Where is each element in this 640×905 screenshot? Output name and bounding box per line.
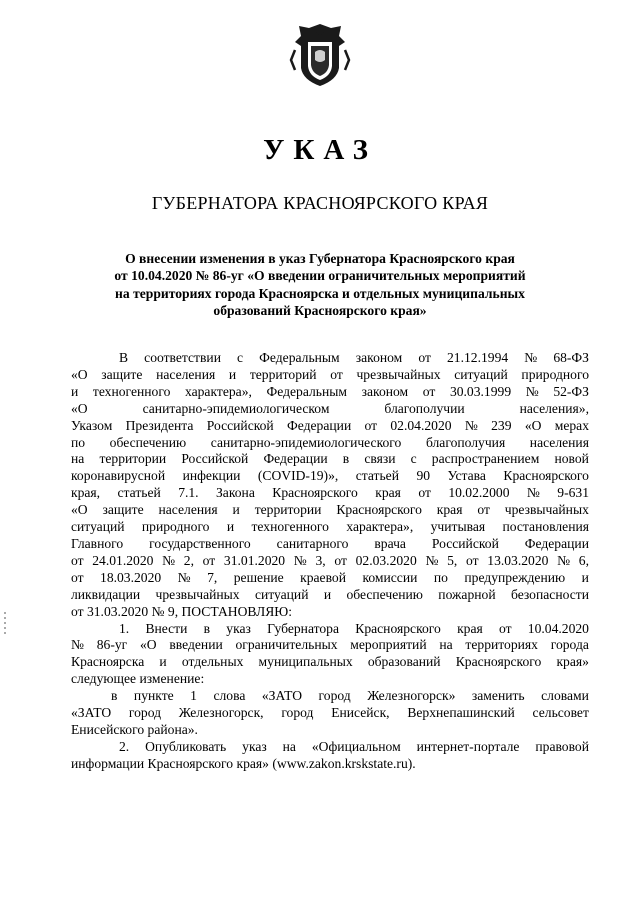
- body-word: характера»,: [184, 383, 252, 399]
- body-word: санитарно-эпидемиологического: [210, 434, 402, 450]
- body-line: [71, 451, 589, 468]
- body-word: Федерации: [263, 451, 328, 467]
- body-line: [71, 435, 589, 452]
- heading-line: от 10.04.2020 № 86-уг «О введении ограничительных мероприятий: [114, 268, 526, 284]
- body-word: защите: [102, 502, 144, 518]
- heading-line: О внесении изменения в указ Губернатора Красноярского края: [125, 251, 515, 266]
- body-line: [71, 587, 589, 604]
- body-word: отдельных: [181, 654, 244, 670]
- body-word: от: [364, 417, 378, 433]
- body-word: 52-ФЗ: [553, 383, 589, 399]
- document-title: УКАЗ: [263, 134, 377, 166]
- body-word: 2,: [183, 552, 194, 568]
- body-word: Федерации: [524, 535, 589, 551]
- body-word: №: [293, 552, 307, 568]
- body-word: Российской: [206, 417, 274, 433]
- body-word: ситуаций: [254, 586, 309, 602]
- body-word: от: [330, 366, 343, 382]
- body-line: [71, 688, 589, 705]
- body-word: и: [323, 586, 332, 602]
- body-word: природного: [521, 366, 589, 382]
- body-word: от: [466, 552, 479, 568]
- body-word: Федерации: [287, 417, 352, 433]
- body-line: [71, 671, 589, 688]
- body-word: Российской: [181, 451, 249, 467]
- body-word: и: [581, 569, 589, 585]
- body-word: Верхнепашинский: [407, 705, 515, 721]
- body-word: 13.03.2020: [487, 552, 549, 568]
- body-word: «Официальном: [311, 738, 401, 754]
- body-word: санитарно-эпидемиологическом: [142, 400, 330, 416]
- body-word: город: [128, 705, 162, 721]
- body-word: №: [425, 552, 439, 568]
- body-word: связи: [364, 451, 396, 467]
- body-word: безопасности: [510, 586, 589, 602]
- body-word: от: [418, 485, 431, 501]
- body-word: краевой: [300, 569, 346, 585]
- body-word: слова: [213, 688, 246, 704]
- body-word: «О: [71, 400, 88, 416]
- coat-of-arms-emblem: [289, 20, 351, 90]
- body-word: чрезвычайных: [155, 586, 240, 602]
- body-word: информации Красноярского края» (www.zakon.krskstate.ru).: [71, 755, 416, 771]
- body-word: 10.04.2020: [527, 620, 589, 636]
- body-word: Устава: [447, 468, 486, 484]
- body-word: Енисейского района».: [71, 721, 198, 737]
- body-word: ситуаций: [71, 519, 125, 535]
- body-word: и: [226, 519, 235, 535]
- body-line: [71, 705, 589, 722]
- body-word: Главного: [71, 535, 124, 551]
- body-line: [71, 654, 589, 671]
- body-word: врача: [374, 535, 406, 551]
- body-word: Красноярского: [336, 502, 422, 518]
- body-line: [71, 739, 589, 756]
- body-word: «О: [139, 637, 157, 653]
- body-word: «ЗАТО: [71, 705, 112, 721]
- body-word: законом: [355, 350, 403, 365]
- body-word: комиссии: [362, 569, 418, 585]
- body-word: 31.01.2020: [223, 552, 286, 568]
- body-word: края,: [71, 485, 101, 501]
- body-word: на: [71, 451, 85, 467]
- body-word: населения: [158, 502, 218, 518]
- body-word: чрезвычайных: [356, 366, 441, 382]
- body-word: и: [228, 366, 237, 382]
- body-word: «ЗАТО: [261, 688, 303, 704]
- heading-line: образований Красноярского края»: [213, 302, 427, 318]
- body-line: [71, 401, 589, 418]
- body-word: природного: [141, 519, 210, 535]
- body-word: статьей: [117, 485, 161, 501]
- body-word: №: [525, 383, 539, 399]
- body-word: от: [334, 552, 347, 568]
- body-word: территории: [99, 451, 167, 467]
- body-line: [71, 570, 589, 587]
- body-word: обеспечению: [109, 434, 187, 450]
- body-word: Енисейск,: [331, 705, 390, 721]
- body-word: «О: [71, 502, 88, 518]
- document-body: [71, 350, 589, 773]
- body-word: 9-631: [557, 485, 589, 501]
- body-word: №: [526, 485, 540, 501]
- body-word: защите: [101, 366, 143, 382]
- body-word: сельсовет: [532, 705, 589, 721]
- body-word: распространением: [431, 451, 540, 467]
- body-word: по: [71, 434, 86, 450]
- body-word: В: [119, 350, 129, 365]
- body-word: территорий: [249, 366, 317, 382]
- body-word: учитывая: [430, 519, 486, 535]
- body-line: [71, 502, 589, 519]
- body-word: (COVID-19)»,: [257, 468, 339, 484]
- body-word: №: [162, 552, 176, 568]
- body-word: 7,: [207, 569, 218, 585]
- body-word: Красноярского: [355, 620, 441, 636]
- body-word: решение: [233, 569, 284, 585]
- body-word: указ: [242, 738, 267, 754]
- body-word: 5,: [447, 552, 458, 568]
- body-word: 18.03.2020: [100, 569, 162, 585]
- body-word: по: [433, 569, 448, 585]
- body-word: 24.01.2020: [92, 552, 154, 568]
- body-word: территориях: [465, 637, 538, 653]
- body-word: «О: [71, 366, 88, 382]
- body-word: Федеральным: [259, 350, 340, 365]
- body-word: №: [557, 552, 571, 568]
- body-word: от: [498, 620, 512, 636]
- body-word: соответствии: [144, 350, 221, 365]
- body-word: благополучия: [425, 434, 506, 450]
- document-subtitle: ГУБЕРНАТОРА КРАСНОЯРСКОГО КРАЯ: [151, 193, 489, 213]
- body-word: от: [202, 552, 216, 568]
- body-line: [71, 756, 589, 773]
- body-word: и: [232, 502, 240, 518]
- body-word: от 31.03.2020 № 9, ПОСТАНОВЛЯЮ:: [71, 603, 293, 619]
- body-line: [71, 468, 589, 485]
- body-line: [71, 367, 589, 384]
- body-line: [71, 350, 589, 367]
- body-word: ограничительных: [235, 637, 338, 653]
- body-word: инфекции: [182, 468, 241, 484]
- body-word: 6,: [578, 552, 589, 568]
- body-word: Красноярского: [272, 485, 358, 501]
- body-word: 1: [190, 688, 197, 704]
- body-word: следующее изменение:: [71, 671, 205, 687]
- body-word: 30.03.1999: [449, 383, 512, 399]
- heading-line: на территориях города Красноярска и отдельных муниципальных: [115, 285, 525, 301]
- body-word: 2.: [119, 738, 130, 754]
- body-word: №: [71, 637, 84, 653]
- body-word: края: [436, 502, 463, 518]
- body-word: чрезвычайных: [504, 502, 589, 518]
- body-line: [71, 485, 589, 502]
- body-word: ликвидации: [71, 586, 141, 602]
- body-word: 239: [491, 417, 512, 433]
- body-word: в: [203, 620, 211, 636]
- body-word: мероприятий: [350, 637, 427, 653]
- body-word: края: [375, 485, 401, 501]
- body-line: [71, 418, 589, 435]
- margin-mark: [2, 610, 8, 638]
- body-word: 86-уг: [96, 637, 128, 653]
- body-word: населения: [529, 434, 589, 450]
- body-word: город: [281, 705, 314, 721]
- body-word: статьей: [355, 468, 399, 484]
- body-word: от: [422, 383, 436, 399]
- body-word: образований: [367, 654, 441, 670]
- body-word: правовой: [535, 738, 589, 754]
- body-word: населения»,: [519, 400, 589, 416]
- body-word: с: [237, 350, 244, 365]
- body-word: пункте: [133, 688, 174, 704]
- body-word: №: [524, 350, 538, 365]
- body-word: введении: [169, 637, 223, 653]
- body-word: Железногорск»: [367, 688, 456, 704]
- body-word: предупреждению: [464, 569, 566, 585]
- body-word: словами: [541, 688, 589, 704]
- body-word: Губернатора: [267, 620, 340, 636]
- body-word: Внести: [145, 620, 188, 636]
- body-word: края»: [556, 654, 589, 670]
- body-word: 1.: [119, 620, 130, 636]
- body-word: от: [71, 552, 84, 568]
- body-word: и: [159, 654, 167, 670]
- body-word: №: [464, 417, 478, 433]
- body-word: и: [71, 383, 79, 399]
- body-line: [71, 384, 589, 401]
- body-word: характера»,: [346, 519, 414, 535]
- body-word: заменить: [471, 688, 525, 704]
- body-word: Железногорск,: [178, 705, 264, 721]
- body-word: муниципальных: [258, 654, 353, 670]
- body-line: [71, 722, 589, 739]
- body-word: города: [550, 637, 589, 653]
- document-heading: [72, 250, 568, 319]
- body-line: [71, 637, 589, 654]
- body-word: на: [282, 738, 296, 754]
- body-word: законом: [361, 383, 409, 399]
- body-word: от: [418, 350, 431, 365]
- body-word: края: [457, 620, 483, 636]
- body-word: на: [439, 637, 453, 653]
- body-word: город: [318, 688, 351, 704]
- body-line: [71, 536, 589, 553]
- body-word: 21.12.1994: [447, 350, 509, 365]
- body-word: мерах: [554, 417, 589, 433]
- body-word: государственного: [149, 535, 251, 551]
- body-word: от: [71, 569, 84, 585]
- body-line: [71, 553, 589, 570]
- body-line: [71, 621, 589, 638]
- body-word: Президента: [125, 417, 194, 433]
- body-word: новой: [554, 451, 589, 467]
- body-word: пожарной: [438, 586, 496, 602]
- body-word: постановления: [502, 519, 589, 535]
- body-word: 3,: [315, 552, 326, 568]
- body-word: 02.04.2020: [390, 417, 452, 433]
- body-word: с: [410, 451, 417, 467]
- body-word: интернет-портале: [416, 738, 520, 754]
- body-word: коронавирусной: [71, 468, 166, 484]
- body-word: Закона: [215, 485, 255, 501]
- body-word: населения: [156, 366, 216, 382]
- body-word: «О: [524, 417, 542, 433]
- body-word: техногенного: [251, 519, 329, 535]
- body-word: Российской: [431, 535, 499, 551]
- body-word: в: [342, 451, 350, 467]
- body-word: благополучии: [384, 400, 465, 416]
- body-word: Красноярского: [503, 468, 589, 484]
- body-word: Опубликовать: [145, 738, 227, 754]
- body-word: Федеральным: [266, 383, 348, 399]
- body-word: Красноярского: [455, 654, 542, 670]
- body-word: 90: [416, 468, 431, 484]
- body-word: Указом: [71, 417, 113, 433]
- body-word: в: [111, 688, 118, 704]
- body-word: 02.03.2020: [355, 552, 417, 568]
- body-line: [71, 604, 589, 621]
- body-word: 7.1.: [178, 485, 199, 501]
- body-word: санитарного: [276, 535, 349, 551]
- body-word: 10.02.2000: [448, 485, 510, 501]
- body-word: техногенного: [92, 383, 171, 399]
- body-word: от: [477, 502, 490, 518]
- body-line: [71, 519, 589, 536]
- body-word: 68-ФЗ: [553, 350, 589, 365]
- body-word: территории: [254, 502, 322, 518]
- body-word: Красноярска: [71, 654, 145, 670]
- body-word: обеспечению: [346, 586, 423, 602]
- body-word: №: [177, 569, 191, 585]
- body-word: ситуаций: [454, 366, 508, 382]
- body-word: указ: [226, 620, 251, 636]
